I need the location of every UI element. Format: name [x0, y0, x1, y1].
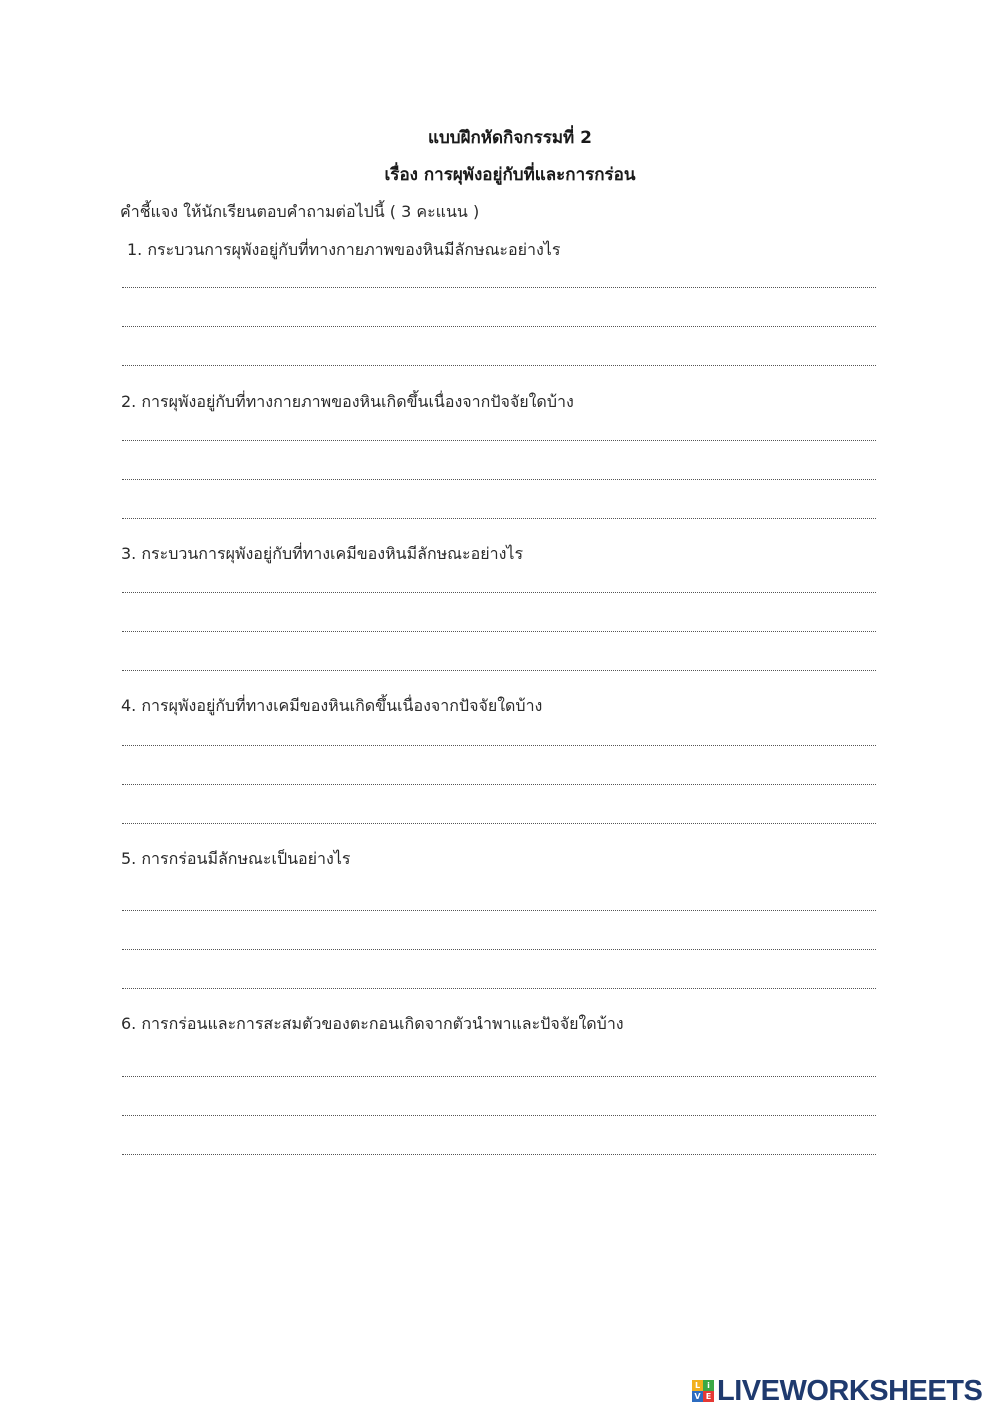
logo-icon-letter: V — [692, 1391, 703, 1402]
instructions-text: คำชี้แจง ให้นักเรียนตอบคำถามต่อไปนี้ ( 3 คะแนน ) — [120, 202, 480, 221]
question-2: 2. การผุพังอยู่กับที่ทางกายภาพของหินเกิดขึ้นเนื่องจากปัจจัยใดบ้าง — [121, 392, 574, 411]
question-6: 6. การกร่อนและการสะสมตัวของตะกอนเกิดจากตัวนำพาและปัจจัยใดบ้าง — [121, 1014, 624, 1033]
answer-line-q2-3[interactable] — [122, 518, 876, 519]
answer-line-q4-3[interactable] — [122, 823, 876, 824]
answer-line-q1-1[interactable] — [122, 287, 876, 288]
answer-line-q5-3[interactable] — [122, 988, 876, 989]
logo-icon-letter: E — [703, 1391, 714, 1402]
answer-line-q3-3[interactable] — [122, 670, 876, 671]
liveworksheets-logo-text: LIVEWORKSHEETS — [717, 1374, 983, 1407]
answer-line-q6-1[interactable] — [122, 1076, 876, 1077]
logo-icon-letter: i — [703, 1380, 714, 1391]
answer-line-q6-3[interactable] — [122, 1154, 876, 1155]
answer-line-q1-2[interactable] — [122, 326, 876, 327]
answer-line-q2-1[interactable] — [122, 440, 876, 441]
question-5: 5. การกร่อนมีลักษณะเป็นอย่างไร — [121, 849, 351, 868]
answer-line-q3-1[interactable] — [122, 592, 876, 593]
question-1: 1. กระบวนการผุพังอยู่กับที่ทางกายภาพของหินมีลักษณะอย่างไร — [127, 240, 561, 259]
liveworksheets-logo — [692, 1374, 982, 1408]
worksheet-subtitle: เรื่อง การผุพังอยู่กับที่และการกร่อน — [384, 165, 636, 185]
question-3: 3. กระบวนการผุพังอยู่กับที่ทางเคมีของหินมีลักษณะอย่างไร — [121, 544, 524, 563]
answer-line-q3-2[interactable] — [122, 631, 876, 632]
answer-line-q4-2[interactable] — [122, 784, 876, 785]
answer-line-q1-3[interactable] — [122, 365, 876, 366]
liveworksheets-logo-icon — [692, 1380, 714, 1402]
worksheet-title: แบบฝึกหัดกิจกรรมที่ 2 — [427, 128, 592, 148]
logo-icon-letter: L — [692, 1380, 703, 1391]
answer-line-q4-1[interactable] — [122, 745, 876, 746]
answer-line-q6-2[interactable] — [122, 1115, 876, 1116]
answer-line-q2-2[interactable] — [122, 479, 876, 480]
answer-line-q5-1[interactable] — [122, 910, 876, 911]
answer-line-q5-2[interactable] — [122, 949, 876, 950]
question-4: 4. การผุพังอยู่กับที่ทางเคมีของหินเกิดขึ้นเนื่องจากปัจจัยใดบ้าง — [121, 696, 543, 715]
